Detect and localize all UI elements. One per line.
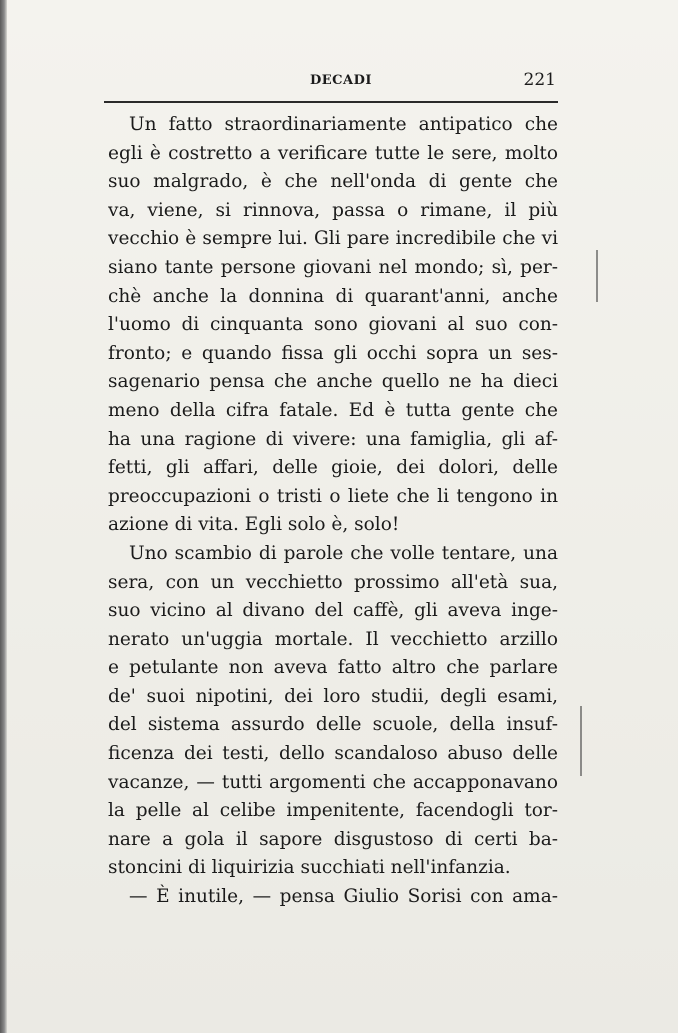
text-line: e petulante non aveva fatto altro che parlare <box>108 657 558 679</box>
text-line: nare a gola il sapore disgustoso di certi ba- <box>108 828 558 850</box>
page-spine-edge <box>0 0 7 1033</box>
text-line: meno della cifra fatale. Ed è tutta gente che <box>108 399 558 421</box>
text-line: ficenza dei testi, dello scandaloso abuso delle <box>108 743 558 765</box>
text-line: Un fatto straordinariamente antipatico che <box>129 114 558 135</box>
text-line: suo vicino al divano del caffè, gli aveva inge- <box>108 600 558 622</box>
text-line: ha una ragione di vivere: una famiglia, gli af- <box>108 428 558 450</box>
text-line: siano tante persone giovani nel mondo; sì, per- <box>108 256 558 278</box>
text-line: stoncini di liquirizia succhiati nell'infanzia. <box>108 857 511 879</box>
text-line: preoccupazioni o tristi o liete che li tengono in <box>108 485 558 507</box>
body-text <box>108 111 558 912</box>
page-header <box>104 70 556 94</box>
text-line: fetti, gli affari, delle gioie, dei dolori, delle <box>108 457 558 479</box>
text-line: suo malgrado, è che nell'onda di gente che <box>108 171 558 193</box>
text-line: del sistema assurdo delle scuole, della insuf- <box>108 714 558 736</box>
header-rule <box>104 101 558 103</box>
running-head: DECADI <box>310 73 372 88</box>
text-line: sera, con un vecchietto prossimo all'età sua, <box>108 571 558 593</box>
text-line: va, viene, si rinnova, passa o rimane, il più <box>108 199 558 221</box>
text-line: sagenario pensa che anche quello ne ha dieci <box>108 371 558 393</box>
text-line: vecchio è sempre lui. Gli pare incredibile che vi <box>108 228 558 250</box>
text-line: de' suoi nipotini, dei loro studii, degli esami, <box>108 685 558 707</box>
text-line: la pelle al celibe impenitente, facendogli tor- <box>108 800 558 822</box>
page-number: 221 <box>523 70 556 90</box>
margin-pencil-mark <box>580 706 582 776</box>
text-line: Uno scambio di parole che volle tentare, una <box>129 542 558 564</box>
text-line: — È inutile, — pensa Giulio Sorisi con ama- <box>129 886 558 908</box>
text-line: l'uomo di cinquanta sono giovani al suo con- <box>108 314 558 336</box>
text-line: chè anche la donnina di quarant'anni, anche <box>108 285 558 307</box>
text-line: egli è costretto a verificare tutte le sere, molto <box>108 142 558 164</box>
margin-pencil-mark <box>596 250 598 302</box>
text-line: fronto; e quando fissa gli occhi sopra un ses- <box>108 342 558 364</box>
text-line: azione di vita. Egli solo è, solo! <box>108 514 400 536</box>
text-line: nerato un'uggia mortale. Il vecchietto arzillo <box>108 628 558 650</box>
text-line: vacanze, — tutti argomenti che accapponavano <box>108 771 558 793</box>
